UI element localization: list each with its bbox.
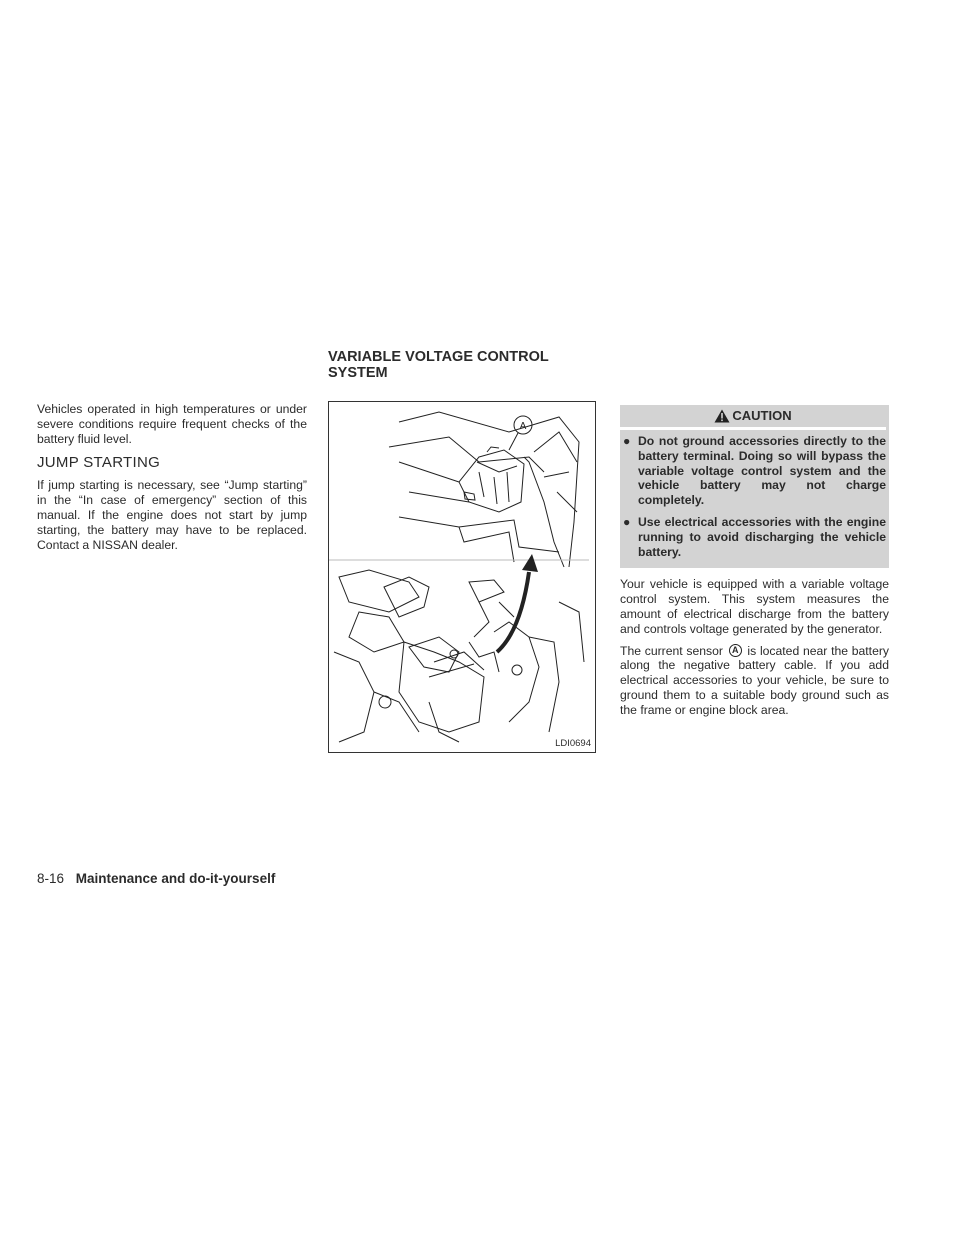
caution-item xyxy=(620,515,886,559)
caution-box xyxy=(620,405,889,568)
caution-item xyxy=(620,434,886,508)
caution-item-text: Use electrical accessories with the engine running to avoid discharging the vehicle battery. xyxy=(638,514,886,559)
section-title: VARIABLE VOLTAGE CONTROL SYSTEM xyxy=(328,349,549,381)
sensor-text-before: The current sensor xyxy=(620,643,723,658)
caution-title: CAUTION xyxy=(732,408,792,423)
chapter-title: Maintenance and do-it-yourself xyxy=(75,871,276,886)
caution-header xyxy=(620,405,886,430)
callout-a-label: A xyxy=(519,421,527,432)
callout-a-marker: A xyxy=(729,644,742,657)
warning-triangle-icon xyxy=(714,409,730,423)
page-number: 8-16 xyxy=(37,871,65,886)
sensor-text-after: is located near the battery along the negative battery cable. If you add electrical accessories to your vehicle, be sure to ground them to a suitable body ground such as the frame or engine block area. xyxy=(620,643,889,717)
battery-illustration xyxy=(328,401,596,753)
right-column xyxy=(620,405,889,725)
page-footer xyxy=(37,871,275,886)
bullet-icon: ● xyxy=(623,434,631,448)
middle-column xyxy=(328,349,598,753)
current-sensor-paragraph xyxy=(620,644,889,718)
caution-list xyxy=(620,430,886,559)
battery-fluid-paragraph: Vehicles operated in high temperatures or under severe conditions require frequent checks of the battery fluid level. xyxy=(37,402,307,446)
left-column xyxy=(37,402,307,559)
jump-starting-paragraph: If jump starting is necessary, see “Jump starting” in the “In case of emergency” section of this manual. If the engine does not start by jump starting, the battery may have to be replaced. Contact a NISSAN dealer. xyxy=(37,478,307,552)
jump-starting-heading: JUMP STARTING xyxy=(37,454,161,472)
engine-bay-drawing xyxy=(329,402,595,752)
figure-id: LDI0694 xyxy=(555,738,591,749)
caution-item-text: Do not ground accessories directly to the battery terminal. Doing so will bypass the variable voltage control system and the vehicle battery may not charge completely. xyxy=(638,434,886,508)
bullet-icon: ● xyxy=(623,514,631,529)
vvcs-description: Your vehicle is equipped with a variable voltage control system. This system measures the amount of electrical discharge from the battery and controls voltage generated by the generator. xyxy=(620,577,889,636)
